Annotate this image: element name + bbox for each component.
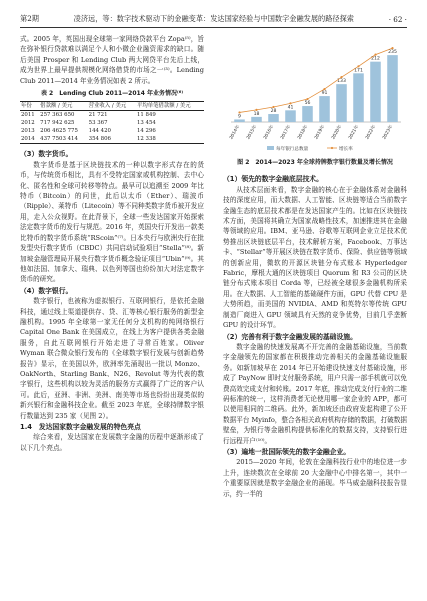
bar	[234, 119, 245, 122]
paragraph-infrastructure: 数字金融的快速发展离不开完善的金融基础设施，当前数字金融领先的国家都在积极推动完善相关的金融基础设施服务。如新加坡早在 2014 年已开始建设快速支付基础设施，形成了 PayNow 即时支付服务系统，用户只需一部手机就可以免费高效完成支付和转账。2017 年底，推动完成支付行业的二维码标准的统一，这样消费者无论使用哪一家企业的 APP，都可以使用相同的二维码。此外，新加坡还由政府发起构建了公开数据平台 Myinfo，整合各相关政府机构存储的数据，打破数据壁垒，为银行等金融机构提供标准化的数据支持，支持银行进行远程开户⁽¹⁰⁾。	[223, 342, 407, 445]
bar	[302, 106, 313, 122]
paragraph-fintech-firms: 2015—2020 年间，伦敦在金融科技行业中的地位进一步上升，连续数次在全球前 20 大金融中心中排名第一，其中一个重要原因就是数字金融企业的涌现。毕马威金融科技报告显示，约一半的	[223, 458, 407, 498]
x-tick-label: 2014年	[229, 124, 242, 141]
table-header-loan: 借款额 / 美元	[39, 102, 87, 111]
bar	[370, 62, 381, 122]
x-tick-label: 2022年	[365, 124, 378, 141]
table-cell: 53 367	[88, 120, 108, 127]
table-cell: 12 338	[136, 135, 204, 144]
table-row	[20, 127, 204, 135]
data-label: 91	[321, 91, 328, 97]
growth-point	[391, 47, 393, 49]
bar	[387, 55, 398, 122]
bar	[285, 110, 296, 122]
section-heading-1-4: 1.4 发达国家数字金融发展的特色亮点	[20, 423, 141, 431]
table-cell: 21 721	[88, 112, 108, 119]
chart-svg	[223, 34, 407, 156]
table-header-row	[20, 102, 204, 111]
growth-point	[357, 65, 359, 67]
header-rule	[20, 27, 407, 28]
x-tick-label: 2018年	[297, 124, 310, 141]
table-row	[20, 111, 204, 120]
table-cell: 2012	[21, 120, 35, 127]
page-number: · 62 ·	[388, 14, 407, 24]
bar	[268, 114, 279, 122]
table-header-average: 平均单笔借款额 / 美元	[136, 102, 204, 111]
x-tick-label: 2021年	[348, 124, 361, 141]
growth-point	[272, 106, 274, 108]
growth-point	[323, 88, 325, 90]
growth-point	[238, 111, 240, 113]
data-label: 56	[304, 101, 311, 107]
x-tick-label: 2020年	[331, 124, 344, 141]
legend-swatch-bar	[267, 146, 274, 150]
subsection-fintech-firms: （3）遍地一批国际领先的数字金融企业。	[223, 447, 351, 456]
table-cell: 717 942 625	[40, 120, 75, 127]
table-caption: 表 2 Lending Club 2011—2014 年业务情况⁽⁶⁾	[40, 90, 184, 98]
bar	[353, 73, 364, 122]
table-cell: 13 454	[136, 120, 156, 127]
data-label: 235	[388, 50, 397, 56]
article-running-title: 凌济远，等：数字技术驱动下的金融变革：发达国家经验与中国数字金融发展的路径探索	[73, 14, 354, 23]
growth-point	[340, 76, 342, 78]
paragraph-digital-currency: 数字货币是基于区块链技术的一种以数字形式存在的货币，与传统货币相比，具有不受特定国家或机构控制、去中心化、匿名性和全球可转移等特点。最早可以追溯至 2009 年比特币（Bitcoin）的问世，此后以太币（Ether）、瑞波币（Ripple）、莱特币（Litecoin）等不同种类数字货币被开发应用，走入公众视野。在此背景下，全球一些发达国家开始探索法定数字货币的发行与规范。2016 年，英国央行开发出一款类比特币的数字货币系统“RScoin”⁽⁷⁾。日本央行与欧洲央行在批发型央行数字货币（CBDC）共同启动试验项目“Stella”⁽⁸⁾。新加坡金融管理局开展央行数字货币概念验证项目“Ubin”⁽⁹⁾。其他如法国、加拿大、瑞典、以色列等国也纷纷加大对法定数字货币的研究。	[20, 160, 204, 284]
lending-club-table	[20, 101, 204, 144]
left-column	[20, 34, 204, 453]
table-cell: 257 363 650	[40, 112, 75, 119]
legend-label-bar: 每年银行总数量	[276, 147, 309, 152]
subsection-digital-bank: （4）数字银行。	[20, 286, 73, 295]
table-cell: 2011	[21, 112, 35, 119]
growth-point	[306, 98, 308, 100]
bar	[336, 84, 347, 122]
table-cell: 2014	[20, 135, 39, 144]
subsection-infrastructure: （2）完善有利于数字金融发展的基础设施。	[223, 332, 357, 341]
table-cell: 354 806	[88, 135, 136, 144]
growth-point	[374, 54, 376, 56]
table-row	[20, 135, 204, 144]
x-tick-label: 2019年	[314, 124, 327, 141]
bar	[251, 117, 262, 122]
right-column	[223, 34, 407, 499]
paragraph-intro: 式。2005 年，英国出现全球第一家网络贷款平台 Zopa⁽⁵⁾，旨在弥补银行贷款难以满足个人和小微企业融资需求的缺口。随后美国 Prosper 和 Lending Club 两大网贷平台先后上线，成为世界上最早提供规模化网络借贷的市场之一⁽³⁾。Lending Club 2011—2014 年业务情况如表 2 所示。	[20, 35, 204, 85]
data-label: 18	[253, 111, 260, 117]
data-label: 171	[354, 68, 363, 74]
subsection-digital-currency: （3）数字货币。	[20, 150, 73, 159]
chart-caption: 图 2 2014—2023 年全球持牌数字银行数量及增长情况	[237, 159, 393, 166]
growth-point	[255, 109, 257, 111]
table-cell: 2013	[21, 128, 35, 135]
table-cell: 144 420	[88, 128, 111, 135]
subsection-tech: （1）领先的数字金融底层技术。	[223, 175, 323, 184]
table-row	[20, 119, 204, 127]
x-tick-label: 2016年	[263, 124, 276, 141]
data-label: 41	[287, 105, 294, 111]
table-header-revenue: 营业收入 / 美元	[88, 102, 136, 111]
table-cell: 206 4625 775	[40, 128, 78, 135]
paragraph-digital-bank: 数字银行，也被称为虚拟银行、互联网银行，是依托金融科技，通过线上渠道提供存、贷、汇等核心银行服务的新型金融机构。1995 年全球第一家无任何分支机构的纯网络银行 Capital One Bank 在美国成立，在线上为客户提供各类金融服务，自此互联网银行开始走进了寻常百姓家。Oliver Wyman 联合微众银行发布的《全球数字银行发展与创新趋势报告》显示，在美国以外，欧洲率先涌现出一批以 Monzo、OakNorth、Starling Bank、N26、Revolut 等为代表的数字银行，这些机构以较为灵活的服务方式赢得了广泛的客户认可。此后，亚洲、非洲、美洲、南美等市场也纷纷出现类似的新兴银行和金融科技企业。截至 2023 年底，全球持牌数字银行数量达到 235 家（见图 2）。	[20, 297, 204, 420]
bar	[319, 96, 330, 122]
x-tick-label: 2015年	[246, 124, 259, 141]
table-cell: 437 7503 414	[39, 135, 87, 144]
paragraph-highlights-intro: 综合来看，发达国家在发展数字金融的历程中逐渐形成了以下几个亮点。	[20, 433, 204, 452]
data-label: 28	[270, 109, 277, 115]
growth-point	[289, 102, 291, 104]
x-tick-label: 2023年	[382, 124, 395, 141]
table-cell: 11 849	[136, 112, 156, 119]
issue-label: 第2期	[20, 14, 39, 23]
data-label: 133	[337, 79, 346, 85]
data-label: 9	[238, 114, 241, 120]
legend-swatch-point	[331, 147, 333, 149]
legend-label-line: 增长率	[339, 147, 353, 152]
digital-bank-chart	[223, 34, 407, 156]
paragraph-tech: 从技术层面来看，数字金融的核心在于金融体系对金融科技的深度应用，而大数据、人工智能、区块链等适合当前数字金融生态的底层技术都是在发达国家产生的。比如在区块链技术方面，美国将其确立为国家战略性技术，加速推进其在金融等领域的应用。IBM、亚马逊、谷歌等互联网企业立足技术优势推出区块链底层平台，技术解析方案，Facebook、万事达卡、“Stellar”等开展区块链在数字货币、保险、供应链等领域的创新应用，微软的开源区块链分布式账本 Hyperledger Fabric，摩根大通的区块链项目 Quorum 和 R3 公司的区块链分布式账本项目 Corda 等，已经被全球很多金融机构所采用。在大数据、人工智能的基础硬件方面，GPU 代替 CPU 是大势所趋，而美国的 NVIDIA、AMD 和英特尔等传统 GPU 制造厂商进入 GPU 领域具有天然的竞争优势，目前几乎垄断 GPU 的设计环节。	[223, 185, 407, 330]
table-cell: 14 296	[136, 128, 156, 135]
running-header	[20, 12, 407, 26]
x-tick-label: 2017年	[280, 124, 293, 141]
data-label: 212	[371, 56, 380, 62]
table-header-year: 年份	[20, 102, 39, 111]
